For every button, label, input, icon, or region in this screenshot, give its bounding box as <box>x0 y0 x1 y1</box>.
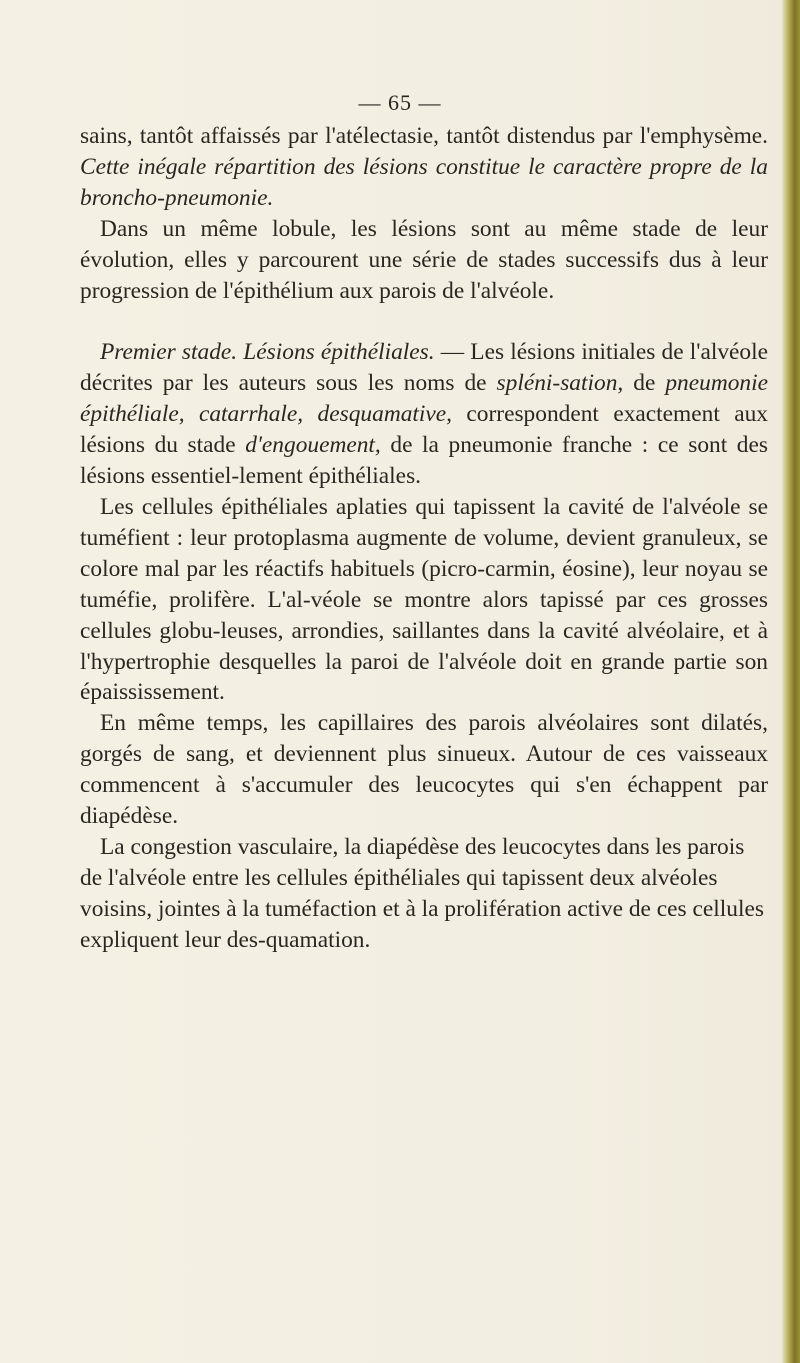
section-title: Premier stade. Lésions épithéliales. <box>100 339 435 366</box>
paragraph-5: En même temps, les capillaires des parois alvéolaires sont dilatés, gorgés de sang, et deviennent plus sinueux. Autour de ces vaisseaux commencent à s'accumuler des leucocytes qui s'en échappent par diapédèse. <box>80 710 768 830</box>
paragraph-3 <box>80 337 768 492</box>
page-edge <box>782 0 800 1363</box>
paragraph-3-text-a: — Les lésions initiales de l'alvéole décrites par les auteurs sous les noms de <box>80 339 768 397</box>
paragraph-gap <box>80 306 768 337</box>
paragraph-2: Dans un même lobule, les lésions sont au même stade de leur évolution, elles y parcourent une série de stades successifs dus à leur progression de l'épithélium aux parois de l'alvéole. <box>80 215 768 304</box>
paragraph-1 <box>80 121 768 214</box>
term-pneumonie: pneumonie épithéliale, catarrhale, desquamative, <box>80 370 768 428</box>
term-engouement: d'engouement, <box>245 432 381 459</box>
term-splenisation: spléni-sation, <box>496 370 624 397</box>
paragraph-6: La congestion vasculaire, la diapédèse des leucocytes dans les parois de l'alvéole entre les cellules épithéliales qui tapissent deux alvéoles voisins, jointes à la tuméfaction et à la prolifération active de ces cellules expliquent leur des-quamation. <box>80 833 764 953</box>
paragraph-1-italic: Cette inégale répartition des lésions constitue le caractère propre de la broncho-pneumonie. <box>80 153 768 211</box>
paragraph-3-text-c: de <box>623 370 666 397</box>
body-text <box>80 121 768 956</box>
paragraph-1-text: sains, tantôt affaissés par l'atélectasie, tantôt distendus par l'emphysème. <box>80 123 768 149</box>
page-number: — 65 — <box>358 90 442 115</box>
paragraph-3-text-g: de la pneumonie franche : ce sont des lésions essentiel-lement épithéliales. <box>80 432 768 490</box>
paragraph-3-text-e: correspondent exactement aux lésions du stade <box>80 401 768 459</box>
paragraph-4: Les cellules épithéliales aplaties qui tapissent la cavité de l'alvéole se tuméfient : leur protoplasma augmente de volume, devient granuleux, se colore mal par les réactifs habituels (picro-carmin, éosine), leur noyau se tuméfie, prolifère. L'al-véole se montre alors tapissé par ces grosses cellules globu-leuses, arrondies, saillantes dans la cavité alvéolaire, et à l'hypertrophie desquelles la paroi de l'alvéole doit en grande partie son épaississement. <box>80 493 768 706</box>
